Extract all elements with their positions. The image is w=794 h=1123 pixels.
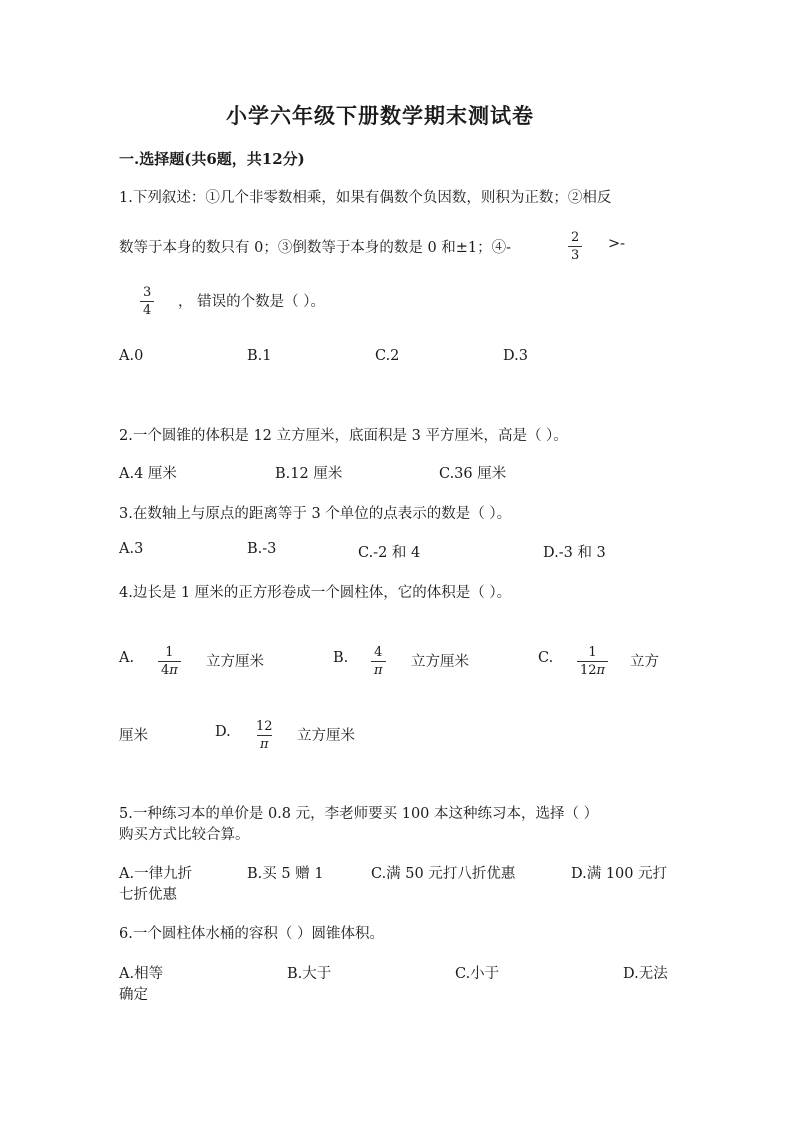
fraction-denominator bbox=[257, 735, 272, 753]
q4-option-c-unit: 立方 bbox=[630, 654, 659, 670]
q4-option-b-fraction bbox=[371, 644, 386, 679]
q6-option-a[interactable]: A.相等 bbox=[119, 966, 164, 982]
q4-option-a-fraction bbox=[158, 644, 181, 679]
q1-fraction-two-thirds bbox=[568, 229, 582, 264]
q1-fraction-three-quarters bbox=[140, 284, 154, 319]
q1-greater-than: >- bbox=[608, 236, 626, 252]
q5-option-b[interactable]: B.买 5 赠 1 bbox=[247, 866, 324, 882]
q3-option-d[interactable]: D.-3 和 3 bbox=[543, 545, 606, 561]
q3-option-b[interactable]: B.-3 bbox=[247, 541, 277, 557]
q5-text-line2: 购买方式比较合算。 bbox=[119, 827, 250, 843]
fraction-denominator bbox=[577, 661, 608, 679]
q4-option-d-fraction bbox=[253, 718, 276, 753]
fraction-numerator: 12 bbox=[256, 719, 273, 734]
q2-text: 2.一个圆锥的体积是 12 立方厘米，底面积是 3 平方厘米，高是（ ）。 bbox=[119, 428, 568, 444]
pi-symbol: π bbox=[260, 737, 269, 752]
q2-option-c[interactable]: C.36 厘米 bbox=[439, 466, 507, 482]
fraction-denominator: 4 bbox=[140, 301, 154, 319]
q1-option-c[interactable]: C.2 bbox=[375, 348, 400, 364]
q4-option-c-fraction bbox=[577, 644, 608, 679]
q4-text: 4.边长是 1 厘米的正方形卷成一个圆柱体，它的体积是（ ）。 bbox=[119, 585, 512, 601]
q3-option-a[interactable]: A.3 bbox=[119, 541, 144, 557]
fraction-numerator: 3 bbox=[143, 285, 152, 300]
q6-option-c[interactable]: C.小于 bbox=[455, 966, 500, 982]
q4-option-d-label[interactable]: D. bbox=[215, 724, 231, 740]
fraction-numerator: 2 bbox=[571, 230, 580, 245]
q2-option-a[interactable]: A.4 厘米 bbox=[119, 466, 177, 482]
q4-option-b-label[interactable]: B. bbox=[333, 650, 349, 666]
section-heading: 一.选择题(共6题，共12分) bbox=[119, 150, 305, 168]
fraction-numerator: 1 bbox=[588, 645, 597, 660]
q5-option-d-cont: 七折优惠 bbox=[119, 887, 177, 903]
fraction-denominator: 3 bbox=[568, 246, 582, 264]
q5-option-d[interactable]: D.满 100 元打 bbox=[571, 866, 668, 882]
q1-text-line3: ， 错误的个数是（ ）。 bbox=[178, 294, 325, 310]
q2-option-b[interactable]: B.12 厘米 bbox=[275, 466, 343, 482]
fraction-denominator bbox=[371, 661, 386, 679]
page-title: 小学六年级下册数学期末测试卷 bbox=[226, 103, 534, 128]
fraction-numerator: 4 bbox=[374, 645, 383, 660]
q4-option-c-unit-cont: 厘米 bbox=[119, 728, 148, 744]
q1-option-b[interactable]: B.1 bbox=[247, 348, 272, 364]
q4-option-a-unit: 立方厘米 bbox=[206, 654, 264, 670]
q1-text-line2: 数等于本身的数只有 0；③倒数等于本身的数是 0 和±1；④- bbox=[119, 240, 512, 256]
denominator-number: 12 bbox=[580, 663, 597, 678]
q6-option-d[interactable]: D.无法 bbox=[623, 966, 668, 982]
denominator-number: 4 bbox=[161, 663, 170, 678]
q3-option-c[interactable]: C.-2 和 4 bbox=[358, 545, 421, 561]
fraction-denominator bbox=[158, 661, 181, 679]
q1-option-d[interactable]: D.3 bbox=[503, 348, 528, 364]
fraction-numerator: 1 bbox=[165, 645, 174, 660]
q1-text-line1: 1.下列叙述：①几个非零数相乘，如果有偶数个负因数，则积为正数；②相反 bbox=[119, 190, 612, 206]
pi-symbol: π bbox=[169, 663, 178, 678]
q4-option-d-unit: 立方厘米 bbox=[297, 728, 355, 744]
q6-option-d-cont: 确定 bbox=[119, 987, 148, 1003]
q4-option-c-label[interactable]: C. bbox=[538, 650, 554, 666]
q5-option-c[interactable]: C.满 50 元打八折优惠 bbox=[371, 866, 516, 882]
q4-option-b-unit: 立方厘米 bbox=[411, 654, 469, 670]
pi-symbol: π bbox=[596, 663, 606, 678]
q3-text: 3.在数轴上与原点的距离等于 3 个单位的点表示的数是（ ）。 bbox=[119, 506, 512, 522]
q1-option-a[interactable]: A.0 bbox=[119, 348, 144, 364]
pi-symbol: π bbox=[374, 663, 383, 678]
q5-option-a[interactable]: A.一律九折 bbox=[119, 866, 193, 882]
q6-text: 6.一个圆柱体水桶的容积（ ）圆锥体积。 bbox=[119, 926, 384, 942]
q6-option-b[interactable]: B.大于 bbox=[287, 966, 332, 982]
q5-text-line1: 5.一种练习本的单价是 0.8 元，李老师要买 100 本这种练习本，选择（ ） bbox=[119, 806, 599, 822]
q4-option-a-label[interactable]: A. bbox=[119, 650, 135, 666]
